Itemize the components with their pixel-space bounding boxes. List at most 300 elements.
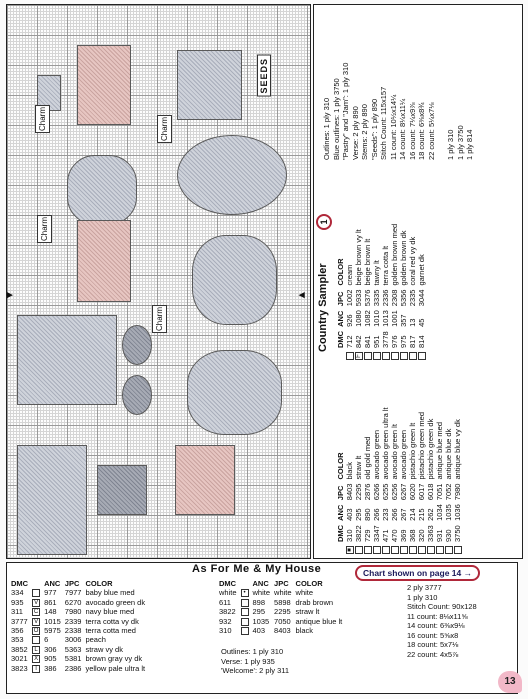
col-header: COLOR	[85, 579, 113, 588]
backstitch-note: 1 ply 3750	[455, 125, 465, 160]
table-row	[363, 403, 372, 554]
note-line: 2 ply 3777	[407, 583, 442, 592]
table-row	[219, 588, 346, 597]
table-row	[345, 403, 354, 554]
table-row	[372, 220, 381, 360]
dmc-cell: 310	[219, 626, 232, 636]
sampler-notes	[322, 63, 436, 160]
jpc-cell: 7050	[274, 616, 291, 626]
jpc-cell: 7980	[64, 607, 82, 617]
color-name-cell: straw vy dk	[85, 644, 123, 654]
symbol-cell	[32, 664, 44, 673]
table-row	[11, 645, 149, 654]
anc-cell: 1082	[363, 310, 373, 327]
color-name-cell: cream	[345, 264, 354, 286]
dmc-cell: 3347	[372, 525, 382, 542]
sampler-backstitch-notes	[446, 125, 475, 160]
symbol-cell	[381, 542, 390, 554]
color-name-cell: yellow pale ultra lt	[85, 663, 146, 673]
note-line: 14 count: 6⅜x9⅛	[407, 621, 465, 630]
table-row	[11, 635, 149, 644]
color-name-cell: tawny lt	[372, 260, 382, 286]
jpc-cell: 6267	[399, 483, 409, 501]
charm-label: Charm	[157, 115, 172, 143]
symbol-cell	[399, 542, 408, 554]
jpc-cell: 6017	[417, 483, 427, 501]
jpc-cell: 7051	[435, 483, 445, 501]
note-line: 14 count: 8¼x11¼	[398, 98, 407, 160]
dmc-cell: 353	[11, 635, 24, 645]
stitch-symbol-icon	[355, 546, 363, 554]
stitch-symbol-icon	[241, 608, 249, 616]
stitch-symbol-icon	[346, 352, 354, 360]
symbol-cell	[241, 617, 253, 626]
color-name-cell: navy blue med	[85, 607, 135, 617]
anc-cell: 1036	[453, 504, 463, 521]
note-line: 16 count: 5⅝x8	[407, 630, 459, 640]
dmc-cell: 935	[11, 597, 24, 607]
color-name-cell: straw lt	[295, 607, 320, 617]
anc-cell: 926	[345, 314, 354, 327]
anc-cell: 905	[44, 654, 57, 664]
symbol-cell	[408, 348, 417, 360]
crock-motif	[17, 445, 87, 555]
house-title: As For Me & My House	[192, 563, 322, 575]
jpc-cell: 2336	[381, 289, 391, 307]
anc-cell: 266	[372, 508, 382, 521]
dmc-cell: 814	[417, 335, 427, 348]
col-header: JPC	[336, 485, 345, 501]
stitch-symbol-icon	[418, 546, 426, 554]
symbol-cell	[417, 348, 426, 360]
backstitch-note: 1 ply 310	[446, 129, 455, 160]
country-sampler-key	[313, 4, 523, 559]
symbol-cell	[390, 348, 399, 360]
milk-jug-motif	[192, 235, 277, 325]
vase-motif	[187, 350, 282, 435]
jpc-cell: 2386	[64, 663, 82, 673]
color-name-cell: terra cotta vy dk	[85, 616, 139, 626]
anc-cell: 357	[399, 314, 409, 327]
symbol-cell	[390, 542, 399, 554]
symbol-cell	[372, 348, 381, 360]
col-header: COLOR	[295, 579, 323, 588]
stitch-symbol-icon	[382, 352, 390, 360]
dmc-cell: 931	[435, 529, 445, 542]
jpc-cell: 2295	[274, 607, 291, 617]
jpc-cell: 5356	[399, 289, 409, 307]
jpc-cell: 6018	[426, 483, 436, 501]
col-header: ANC	[44, 579, 61, 588]
stitch-symbol-icon	[32, 589, 40, 597]
table-row	[345, 220, 354, 360]
stitch-chart-grid	[6, 4, 311, 559]
dmc-cell: 3750	[453, 525, 463, 542]
table-row	[453, 403, 462, 554]
symbol-cell	[345, 348, 354, 360]
note-line: 18 count: 6⅜x8¾	[417, 102, 426, 160]
chart-marker-icon: 1	[316, 214, 332, 230]
dmc-cell: 932	[219, 616, 232, 626]
dmc-cell: 729	[363, 529, 373, 542]
col-header: JPC	[336, 291, 345, 307]
stitch-symbol-icon	[241, 627, 249, 635]
color-name-cell: avocado green lt	[390, 424, 400, 480]
table-row	[372, 403, 381, 554]
anc-cell: 1035	[252, 616, 270, 626]
color-name-cell: antique blue dk	[444, 428, 454, 480]
note-line: 22 count: 5¼x7⅛	[426, 102, 436, 160]
tall-jar-motif	[17, 315, 117, 405]
color-name-cell: baby blue med	[85, 588, 135, 598]
stitch-symbol-icon	[436, 546, 444, 554]
flower-pot-motif	[175, 445, 235, 515]
stitch-symbol-icon	[373, 352, 381, 360]
table-row	[408, 403, 417, 554]
dmc-cell: 817	[408, 335, 418, 348]
note-line: "Pastry" and "Jam": 1 ply 310	[341, 62, 350, 160]
stitch-symbol-icon: X	[34, 656, 39, 663]
seeds-sign: SEEDS	[257, 55, 271, 97]
jpc-cell: 3044	[417, 289, 427, 307]
note-line: Verse: 1 ply 935	[221, 656, 275, 666]
jpc-cell: 2338	[64, 626, 82, 636]
jpc-cell: 6270	[64, 597, 82, 607]
stitch-symbol-icon	[241, 599, 249, 607]
dmc-cell: 3822	[354, 525, 364, 542]
table-row	[417, 220, 426, 360]
dmc-cell: 334	[11, 588, 24, 598]
stitch-symbol-icon	[373, 546, 381, 554]
color-name-cell: straw lt	[354, 455, 364, 480]
anc-cell: 45	[417, 318, 427, 327]
col-header: JPC	[274, 579, 289, 588]
stitch-symbol-icon	[409, 546, 417, 554]
color-name-cell: beige brown lt	[363, 238, 373, 286]
dmc-cell: 975	[399, 335, 409, 348]
house-color-table-2	[219, 579, 346, 635]
jpc-cell: 6020	[408, 483, 418, 501]
symbol-cell	[453, 542, 462, 554]
symbol-cell	[32, 635, 44, 644]
stitch-symbol-icon	[391, 546, 399, 554]
tree-motif	[97, 465, 147, 515]
stitch-symbol-icon	[364, 352, 372, 360]
note-line: 16 count: 7¼x9⅞	[407, 102, 417, 160]
symbol-cell	[241, 607, 253, 616]
stitch-symbol-icon	[241, 618, 249, 626]
stitch-symbol-icon	[391, 352, 399, 360]
col-header: COLOR	[336, 452, 345, 480]
stitch-symbol-icon	[32, 636, 40, 644]
color-name-cell: golden brown dk	[399, 230, 409, 286]
heart-motif	[122, 375, 152, 415]
center-arrow-icon: ▸	[7, 289, 13, 301]
symbol-cell	[32, 626, 44, 635]
symbol-cell	[444, 542, 453, 554]
round-jug-motif	[177, 135, 287, 215]
symbol-cell	[32, 588, 44, 597]
dmc-cell: 841	[363, 335, 373, 348]
col-header: ANC	[336, 310, 345, 327]
anc-cell: 295	[354, 508, 364, 521]
house-stitch-count-notes	[407, 583, 477, 659]
dmc-cell: white	[219, 588, 237, 598]
note-line: 22 count: 4x5⅞	[407, 649, 459, 659]
stitch-symbol-icon: ■	[346, 546, 354, 554]
table-row	[219, 617, 346, 626]
page-reference-link[interactable]: Chart shown on page 14 →	[355, 565, 480, 581]
jpc-cell: 6266	[372, 483, 382, 501]
symbol-cell	[32, 645, 44, 654]
table-row	[219, 626, 346, 635]
color-name-cell: drab brown	[295, 597, 334, 607]
color-name-cell: black	[345, 462, 354, 480]
color-name-cell: brown gray vy dk	[85, 654, 143, 664]
symbol-cell	[241, 588, 253, 597]
charm-label: Charm	[35, 105, 50, 133]
anc-cell: 5975	[44, 626, 61, 636]
table-row	[408, 220, 417, 360]
note-line: Stitch Count: 90x128	[407, 602, 477, 611]
note-line: "Seeds": 1 ply 890	[369, 98, 379, 160]
stitch-symbol-icon: L	[32, 646, 40, 654]
table-row	[354, 403, 363, 554]
backstitch-note: 1 ply 814	[465, 129, 474, 160]
symbol-cell	[417, 542, 426, 554]
table-row	[390, 403, 399, 554]
table-row	[11, 607, 149, 616]
color-name-cell: garnet dk	[417, 254, 427, 286]
heart-motif	[122, 325, 152, 365]
anc-cell: 1013	[381, 310, 391, 327]
note-line: Outlines: 1 ply 310	[322, 97, 331, 160]
dmc-cell: 3823	[11, 663, 28, 673]
symbol-cell	[241, 598, 253, 607]
stitch-symbol-icon: •	[241, 589, 249, 597]
jpc-cell: 7980	[453, 483, 463, 501]
table-row	[219, 607, 346, 616]
stitch-symbol-icon	[382, 546, 390, 554]
jpc-cell: 2876	[363, 483, 373, 501]
dmc-cell: 320	[417, 529, 427, 542]
col-header: COLOR	[336, 258, 345, 286]
stitch-symbol-icon: F	[355, 352, 363, 360]
anc-cell: 386	[44, 663, 57, 673]
col-header: ANC	[252, 579, 269, 588]
note-line: Stitch Count: 115x157	[379, 86, 388, 160]
symbol-cell	[372, 542, 381, 554]
dmc-cell: 470	[390, 529, 400, 542]
jpc-cell: 5933	[354, 289, 364, 307]
dmc-cell: 3822	[219, 607, 236, 617]
table-row	[381, 220, 390, 360]
anc-cell: 13	[408, 318, 418, 327]
symbol-cell	[363, 348, 372, 360]
table-row	[435, 403, 444, 554]
jpc-cell: 3006	[64, 635, 82, 645]
color-name-cell: pistachio green lt	[408, 422, 418, 480]
color-name-cell: white	[295, 588, 314, 598]
dmc-cell: 3021	[11, 654, 28, 664]
jpc-cell: 7977	[64, 588, 82, 598]
house-key	[6, 562, 518, 694]
symbol-cell	[408, 542, 417, 554]
stitch-symbol-icon	[445, 546, 453, 554]
stitch-symbol-icon: V	[34, 618, 39, 625]
note-line: Verse: 2 ply 890	[350, 106, 360, 160]
stitch-symbol-icon	[400, 546, 408, 554]
stitch-symbol-icon	[427, 546, 435, 554]
table-row	[354, 220, 363, 360]
symbol-cell	[399, 348, 408, 360]
anc-cell: 295	[252, 607, 266, 617]
stitch-symbol-icon	[418, 352, 426, 360]
dmc-cell: 356	[11, 626, 24, 636]
color-name-cell: terra cotta lt	[381, 245, 391, 286]
color-name-cell: pistachio green dk	[426, 418, 436, 480]
dmc-cell: 842	[354, 335, 364, 348]
note-line: 'Welcome': 2 ply 311	[221, 666, 290, 675]
charm-label: Charm	[152, 305, 167, 333]
dmc-cell: 368	[408, 529, 418, 542]
table-row	[417, 403, 426, 554]
jar-motif	[67, 155, 137, 225]
color-name-cell: pistachio green med	[417, 411, 427, 480]
note-line: 11 count: 8⅛x11⅝	[407, 611, 468, 621]
house-color-table-1	[11, 579, 149, 673]
note-line: Outlines: 1 ply 310	[221, 647, 284, 656]
jpc-cell: 2335	[408, 289, 418, 307]
jpc-cell: white	[274, 588, 292, 598]
anc-cell: 266	[390, 508, 400, 521]
jpc-cell: 5381	[64, 654, 82, 664]
color-name-cell: antique blue lt	[295, 616, 343, 626]
table-row	[219, 598, 346, 607]
anc-cell: 890	[363, 508, 373, 521]
color-name-cell: beige brown vy lt	[354, 229, 364, 286]
stitch-symbol-icon: O	[33, 628, 39, 635]
symbol-cell	[32, 654, 44, 663]
note-line: 11 count: 10½x14¼	[388, 94, 398, 160]
anc-cell: 215	[417, 508, 427, 521]
dmc-cell: 3777	[11, 616, 28, 626]
jpc-cell: 8403	[345, 483, 354, 501]
dmc-cell: 471	[381, 529, 391, 542]
stitch-symbol-icon: C	[33, 609, 39, 616]
color-name-cell: golden brown med	[390, 223, 400, 286]
color-name-cell: antique blue med	[435, 421, 445, 480]
table-row	[399, 220, 408, 360]
dmc-cell: 976	[390, 335, 400, 348]
table-row	[11, 626, 149, 635]
anc-cell: 861	[44, 597, 57, 607]
flower-pot-motif	[77, 220, 131, 302]
symbol-cell	[32, 607, 44, 616]
dmc-cell: 930	[444, 529, 454, 542]
jpc-cell: 5363	[64, 644, 82, 654]
symbol-cell	[363, 542, 372, 554]
color-name-cell: black	[295, 626, 314, 636]
table-row	[11, 598, 149, 607]
dmc-cell: 369	[399, 529, 409, 542]
col-header: DMC	[219, 579, 237, 588]
table-row	[426, 403, 435, 554]
dmc-cell: 310	[345, 529, 354, 542]
color-name-cell: avocado green	[399, 429, 409, 480]
table-row	[390, 220, 399, 360]
anc-cell: white	[252, 588, 271, 598]
anc-cell: 1001	[390, 310, 400, 327]
symbol-cell	[32, 598, 44, 607]
symbol-cell	[354, 542, 363, 554]
sampler-title: Country Sampler	[317, 263, 329, 352]
note-line: 1 ply 310	[407, 592, 438, 602]
table-row	[11, 588, 149, 597]
col-header: JPC	[64, 579, 80, 588]
anc-cell: 1080	[354, 310, 364, 327]
anc-cell: 306	[44, 644, 57, 654]
jpc-cell: 7052	[444, 483, 454, 501]
symbol-cell	[354, 348, 363, 360]
sampler-color-table-right	[336, 220, 426, 360]
dmc-cell: 3363	[426, 525, 436, 542]
color-name-cell: avocado green	[372, 429, 382, 480]
symbol-cell	[426, 542, 435, 554]
anc-cell: 1015	[44, 616, 61, 626]
anc-cell: 1035	[444, 504, 454, 521]
anc-cell: 1010	[372, 310, 382, 327]
color-name-cell: avocado green ultra lt	[381, 407, 391, 480]
symbol-cell	[345, 542, 354, 554]
dmc-cell: 611	[219, 597, 231, 607]
house-outline-notes	[221, 647, 289, 676]
symbol-cell	[435, 542, 444, 554]
stitch-symbol-icon: T	[32, 665, 40, 673]
dmc-cell: 3778	[381, 331, 391, 348]
anc-cell: 1034	[435, 504, 445, 521]
table-row	[11, 654, 149, 663]
stitch-symbol-icon	[364, 546, 372, 554]
color-name-cell: terra cotta med	[85, 626, 136, 636]
symbol-cell	[381, 348, 390, 360]
anc-cell: 403	[252, 626, 266, 636]
dmc-cell: 3852	[11, 644, 28, 654]
table-row	[11, 617, 149, 626]
note-line: Stems: 2 ply 890	[360, 104, 369, 160]
jpc-cell: 1002	[345, 289, 354, 307]
center-arrow-icon: ◂	[299, 289, 305, 301]
jpc-cell: 2308	[390, 289, 400, 307]
table-row	[11, 664, 149, 673]
jpc-cell: 6256	[390, 483, 400, 501]
anc-cell: 6	[44, 635, 49, 645]
table-row	[381, 403, 390, 554]
color-name-cell: old gold med	[363, 436, 373, 480]
note-line: Blue outlines: 1 ply 3750	[331, 78, 341, 160]
col-header: DMC	[336, 330, 345, 348]
col-header: DMC	[336, 524, 345, 542]
anc-cell: 233	[381, 508, 391, 521]
col-header: ANC	[336, 504, 345, 521]
symbol-cell	[241, 626, 253, 635]
anc-cell: 403	[345, 508, 354, 521]
stitch-symbol-icon	[454, 546, 462, 554]
color-name-cell: antique blue vy dk	[453, 419, 463, 480]
jpc-cell: 6255	[381, 483, 391, 501]
jpc-cell: 3335	[372, 289, 382, 307]
dmc-cell: 311	[11, 607, 23, 617]
